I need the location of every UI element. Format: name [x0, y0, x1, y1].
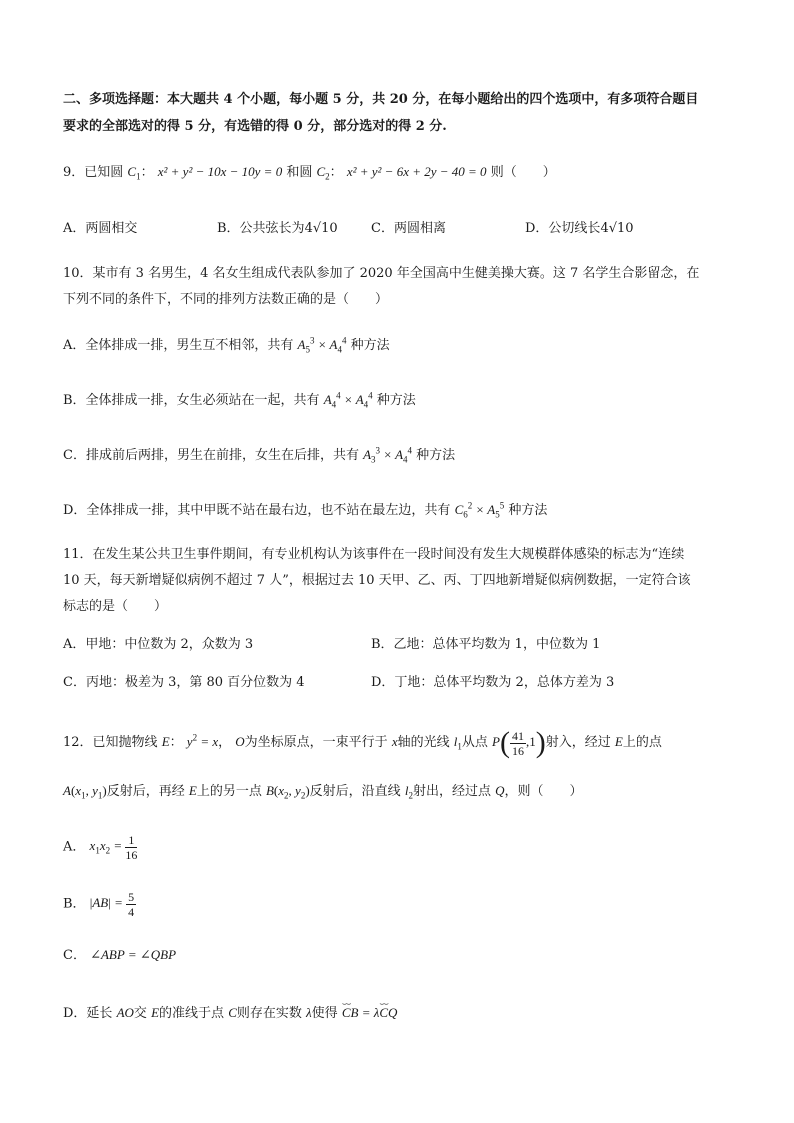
q10-option-a-expr: $A_5^3 \times A_4^4$: [297, 335, 347, 355]
q10-option-c: [63, 445, 455, 466]
question-10-line1: 10．某市有 3 名男生，4 名女生组成代表队参加了 2020 年全国高中生健美操大赛。这 7 名学生合影留念，在: [63, 266, 700, 281]
q9-c2-symbol: $C_2$: [316, 164, 330, 182]
q9-option-d-value: 4√10: [600, 221, 634, 236]
q12-text-8: 反射后，再经: [106, 784, 185, 799]
q12-option-a-expr: $x_1x_2$ = $\frac{1}{16}$: [89, 833, 138, 862]
q12-symbol-e3: E: [188, 783, 197, 798]
q12-option-c: [63, 945, 176, 966]
q9-option-c: C．两圆相离: [371, 221, 446, 236]
q12-option-d-text-5: 使得: [311, 1006, 338, 1021]
q11-option-d: D．丁地：总体平均数为 2，总体方差为 3: [371, 675, 615, 690]
q12-text-5: 从点: [461, 734, 488, 750]
question-11-line2: 10 天，每天新增疑似病例不超过 7 人”，根据过去 10 天甲、乙、丙、丁四地新增疑似病例数据，一定符合该: [63, 573, 691, 588]
q11-option-b: B．乙地：总体平均数为 1，中位数为 1: [371, 637, 601, 652]
q11-option-a: A．甲地：中位数为 2，众数为 3: [63, 637, 254, 652]
q12-text-1: 12．已知抛物线: [63, 734, 158, 750]
q12-option-a: [63, 833, 137, 862]
q10-option-b-tail: 种方法: [376, 393, 416, 408]
q10-option-a-text: A．全体排成一排，男生互不相邻，共有: [63, 338, 294, 353]
q12-symbol-x: x: [391, 733, 398, 749]
q12-text-4: 轴的光线: [397, 734, 450, 750]
question-11-line1: 11．在发生某公共卫生事件期间，有专业机构认为该事件在一段时间没有发生大规模群体感染的标志为“连续: [63, 547, 685, 562]
q9-option-d: [525, 219, 634, 239]
q10-option-d: [63, 500, 547, 521]
q10-option-a: [63, 335, 390, 356]
q9-option-b-value: 4√10: [304, 221, 338, 236]
q12-option-c-label: C．: [63, 948, 86, 963]
q9-c1-equation: x² + y² − 10x − 10y = 0: [157, 164, 283, 179]
q12-text-3: 为坐标原点，一束平行于: [244, 734, 388, 750]
q10-option-b: [63, 390, 416, 411]
question-12-line2: [63, 781, 583, 802]
q9-tail: 则（ ）: [490, 165, 556, 180]
q12-text-2: ，: [218, 734, 232, 750]
q12-option-a-label: A．: [63, 839, 86, 855]
q12-point-p: P( $\frac{41}{16}$ ,1): [492, 726, 546, 759]
q10-option-d-tail: 种方法: [508, 503, 548, 518]
q9-option-b: [217, 219, 338, 239]
q12-text-12: ，则（ ）: [504, 784, 583, 799]
q11-option-c: C．丙地：极差为 3，第 80 百分位数为 4: [63, 675, 305, 690]
q12-symbol-e: E: [161, 733, 170, 749]
q9-c2-equation: x² + y² − 6x + 2y − 40 = 0: [346, 164, 487, 179]
q9-intro: 9．已知圆: [63, 165, 124, 180]
q12-text-10: 反射后，沿直线: [309, 784, 401, 799]
q12-parabola-eq: $y^2 = x$: [186, 732, 219, 749]
q12-option-d-text-2: 交: [133, 1006, 147, 1021]
q10-option-c-tail: 种方法: [416, 448, 456, 463]
section-header-line1: 二、多项选择题：本大题共 4 个小题，每小题 5 分，共 20 分，在每小题给出的四个选项中，有多项符合题目: [63, 92, 699, 107]
q12-option-d: [63, 1003, 397, 1024]
q9-option-b-text: B．公共弦长为: [217, 221, 305, 236]
q12-symbol-e2: E: [614, 733, 623, 749]
q12-symbol-l1: $l_1$: [453, 733, 462, 752]
q12-symbol-o: O: [235, 733, 245, 749]
q12-option-d-vector-expr: ⌣⌣ CB = λ⌣⌣ CQ: [342, 1005, 398, 1020]
q10-option-d-expr: $C_6^2 \times A_5^5$: [454, 500, 505, 520]
q12-option-d-lambda: λ: [306, 1005, 312, 1020]
q12-text-7: 上的点: [622, 734, 662, 750]
q12-point-b: $B(x_2$, $y_2$): [265, 783, 310, 801]
q10-option-c-expr: $A_3^3 \times A_4^4$: [363, 445, 413, 465]
q12-symbol-l2: $l_2$: [404, 783, 413, 801]
q12-symbol-q: Q: [495, 783, 505, 798]
q12-text-11: 射出，经过点: [412, 784, 491, 799]
q10-option-b-text: B．全体排成一排，女生必须站在一起，共有: [63, 393, 320, 408]
q12-option-d-c: C: [228, 1005, 237, 1020]
q12-text-9: 上的另一点: [196, 784, 262, 799]
q12-option-b-expr: |AB| = $\frac{5}{4}$: [89, 890, 135, 919]
q12-option-d-e: E: [151, 1005, 160, 1020]
question-12-line1: 12．已知抛物线 E： $y^2 = x$， O为坐标原点，一束平行于 x轴的光线 $l_1$从点 P( $\frac{41}{16}$ ,1)射入，经过 E上的点: [63, 726, 662, 759]
q12-option-d-text-4: 则存在实数: [236, 1006, 302, 1021]
q10-option-a-tail: 种方法: [350, 338, 390, 353]
q9-option-d-text: D．公切线长: [525, 221, 601, 236]
q12-option-c-expr: ∠ABP = ∠QBP: [90, 947, 177, 962]
q9-mid: 和圆: [286, 165, 313, 180]
question-10-line2: 下列不同的条件下，不同的排列方法数正确的是（ ）: [63, 292, 389, 307]
q12-option-d-ao: AO: [116, 1005, 134, 1020]
q12-option-b: [63, 890, 136, 919]
q10-option-c-text: C．排成前后两排，男生在前排，女生在后排，共有: [63, 448, 359, 463]
q9-c1-symbol: $C_1$: [127, 164, 141, 182]
question-9-stem: 9．已知圆 $C_1$： x² + y² − 10x − 10y = 0 和圆 $C_2$： x² + y² − 6x + 2y − 40 = 0 则（ ）: [63, 164, 556, 182]
q10-option-d-text: D．全体排成一排，其中甲既不站在最右边，也不站在最左边，共有: [63, 503, 451, 518]
q12-option-d-text-1: D．延长: [63, 1006, 113, 1021]
q10-option-b-expr: $A_4^4 \times A_4^4$: [323, 390, 373, 410]
q12-option-d-text-3: 的准线于点: [159, 1006, 225, 1021]
q12-point-a: $A(x_1$, $y_1$): [63, 783, 107, 801]
q9-option-a: A．两圆相交: [63, 221, 138, 236]
q12-text-6: 射入，经过: [545, 734, 611, 750]
question-11-line3: 标志的是（ ）: [63, 599, 168, 614]
q12-option-b-label: B．: [63, 896, 86, 912]
section-header-line2: 要求的全部选对的得 5 分，有选错的得 0 分，部分选对的得 2 分.: [63, 119, 447, 134]
